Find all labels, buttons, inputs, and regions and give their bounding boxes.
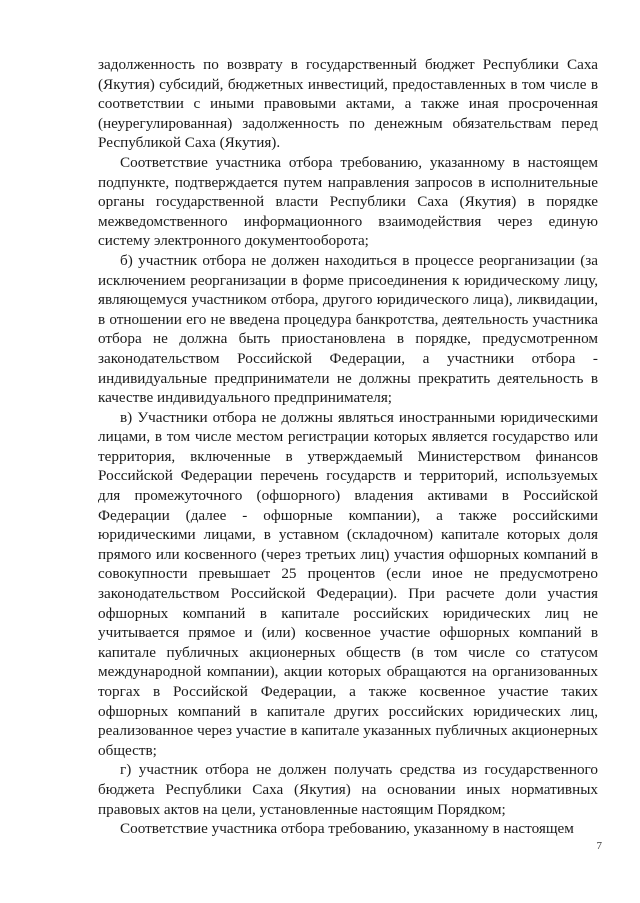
paragraph-compliance-verification: Соответствие участника отбора требованию, указанному в настоящем подпункте, подтверждается путем направления запросов в исполнительные органы государственной власти Республики Саха (Якутия) в порядке межведомственного информационного взаимодействия через единую систему электронного документооборота; [98, 153, 598, 250]
paragraph-compliance-continued: Соответствие участника отбора требованию, указанному в настоящем [120, 820, 574, 838]
paragraph-debt-continuation: задолженность по возврату в государственный бюджет Республики Саха (Якутия) субсидий, бюджетных инвестиций, предоставленных в том числе в соответствии с иными правовыми актами, а также иная просроченная (неурегулированная) задолженность по денежным обязательствам перед Республикой Саха (Якутия). [98, 56, 598, 152]
page-number: 7 [596, 840, 602, 852]
document-page [98, 55, 598, 839]
paragraph-item-b-reorganization: б) участник отбора не должен находиться в процессе реорганизации (за исключением реорганизации в форме присоединения к юридическому лицу, являющемуся участником отбора, другого юридического лица), ликвидации, в отношении его не введена процедура банкротства, деятельность участника отбора не должна быть приостановлена в порядке, предусмотренном законодательством Российской Федерации, а участники отбора - индивидуальные предприниматели не должны прекратить деятельность в качестве индивидуального предпринимателя; [98, 251, 598, 407]
paragraph-item-g-funding: г) участник отбора не должен получать средства из государственного бюджета Республики Саха (Якутия) на основании иных нормативных правовых актов на цели, установленные настоящим Порядком; [98, 761, 598, 818]
paragraph-item-v-offshore: в) Участники отбора не должны являться иностранными юридическими лицами, в том числе местом регистрации которых является государство или территория, включенные в утверждаемый Министерством финансов Российской Федерации перечень государств и территорий, используемых для промежуточного (офшорного) владения активами в Российской Федерации (далее - офшорные компании), а также российскими юридическими лицами, в уставном (складочном) капитале которых доля прямого или косвенного (через третьих лиц) участия офшорных компаний в совокупности превышает 25 процентов (если иное не предусмотрено законодательством Российской Федерации). При расчете доли участия офшорных компаний в капитале российских юридических лиц не учитывается прямое и (или) косвенное участие офшорных компаний в капитале публичных акционерных обществ (в том числе со статусом международной компании), акции которых обращаются на организованных торгах в Российской Федерации, а также косвенное участие таких офшорных компаний в капитале других российских юридических лиц, реализованное через участие в капитале указанных публичных акционерных обществ; [98, 408, 598, 759]
